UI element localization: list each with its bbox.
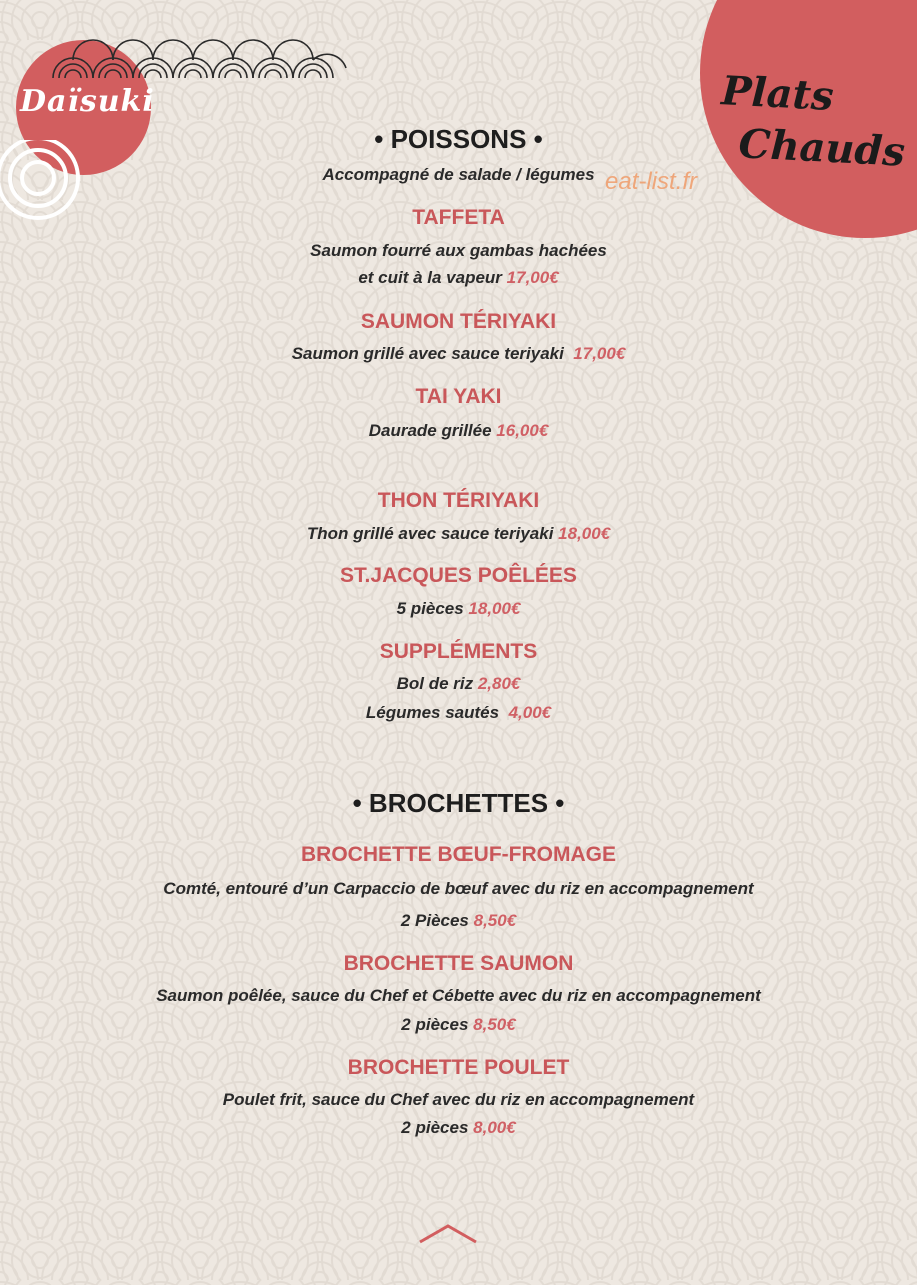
item-name: TAFFETA — [412, 206, 505, 229]
section-subtitle: Accompagné de salade / légumes — [322, 165, 595, 184]
item-desc: Thon grillé avec sauce teriyaki 18,00€ — [306, 524, 611, 543]
item-price: 8,50€ — [473, 1015, 516, 1034]
item-desc: 2 pièces 8,50€ — [401, 1015, 516, 1034]
item-desc: Bol de riz 2,80€ — [396, 674, 521, 693]
item-desc: Saumon poêlée, sauce du Chef et Cébette avec du riz en accompagnement — [156, 986, 761, 1005]
section-title-poissons: • POISSONS • — [374, 124, 543, 154]
item-price: 16,00€ — [496, 421, 549, 440]
item-name: THON TÉRIYAKI — [377, 489, 540, 512]
item-price: 8,50€ — [473, 911, 517, 930]
item-price: 18,00€ — [468, 599, 521, 618]
item-name: BROCHETTE POULET — [347, 1056, 570, 1079]
item-desc-line2: et cuit à la vapeur 17,00€ — [358, 268, 559, 287]
item-name: ST.JACQUES POÊLÉES — [340, 564, 577, 587]
item-desc: 5 pièces 18,00€ — [396, 599, 521, 618]
item-desc: Daurade grillée 16,00€ — [368, 421, 549, 440]
concentric-rings-icon — [0, 140, 86, 226]
item-price: 17,00€ — [573, 344, 626, 363]
item-desc: Légumes sautés 4,00€ — [365, 703, 552, 722]
item-desc: Saumon fourré aux gambas hachées — [310, 241, 607, 260]
item-price: 2,80€ — [477, 674, 521, 693]
item-desc: 2 Pièces 8,50€ — [400, 911, 517, 930]
title-line-2: Chauds — [737, 120, 907, 176]
brand-logo: Daïsuki — [20, 84, 155, 119]
watermark: eat-list.fr — [605, 168, 698, 195]
item-name: BROCHETTE BŒUF-FROMAGE — [301, 843, 616, 866]
section-title-brochettes: • BROCHETTES • — [352, 788, 565, 818]
page-title — [717, 65, 909, 179]
item-name: TAI YAKI — [415, 385, 502, 408]
item-desc: 2 pièces 8,00€ — [401, 1118, 516, 1137]
item-price: 17,00€ — [506, 268, 559, 287]
item-desc: Comté, entouré d’un Carpaccio de bœuf avec du riz en accompagnement — [163, 879, 754, 898]
title-line-1: Plats — [720, 67, 835, 120]
item-name: BROCHETTE SAUMON — [343, 952, 574, 975]
item-name: SUPPLÉMENTS — [379, 640, 538, 663]
wave-arcs-icon — [48, 38, 348, 80]
item-price: 18,00€ — [558, 524, 611, 543]
item-price: 4,00€ — [508, 703, 552, 722]
item-price: 8,00€ — [473, 1118, 516, 1137]
chevron-up-icon[interactable] — [418, 1222, 478, 1246]
item-desc: Poulet frit, sauce du Chef avec du riz en accompagnement — [222, 1090, 695, 1109]
item-name: SAUMON TÉRIYAKI — [360, 310, 557, 333]
item-desc: Saumon grillé avec sauce teriyaki 17,00€ — [291, 344, 626, 363]
